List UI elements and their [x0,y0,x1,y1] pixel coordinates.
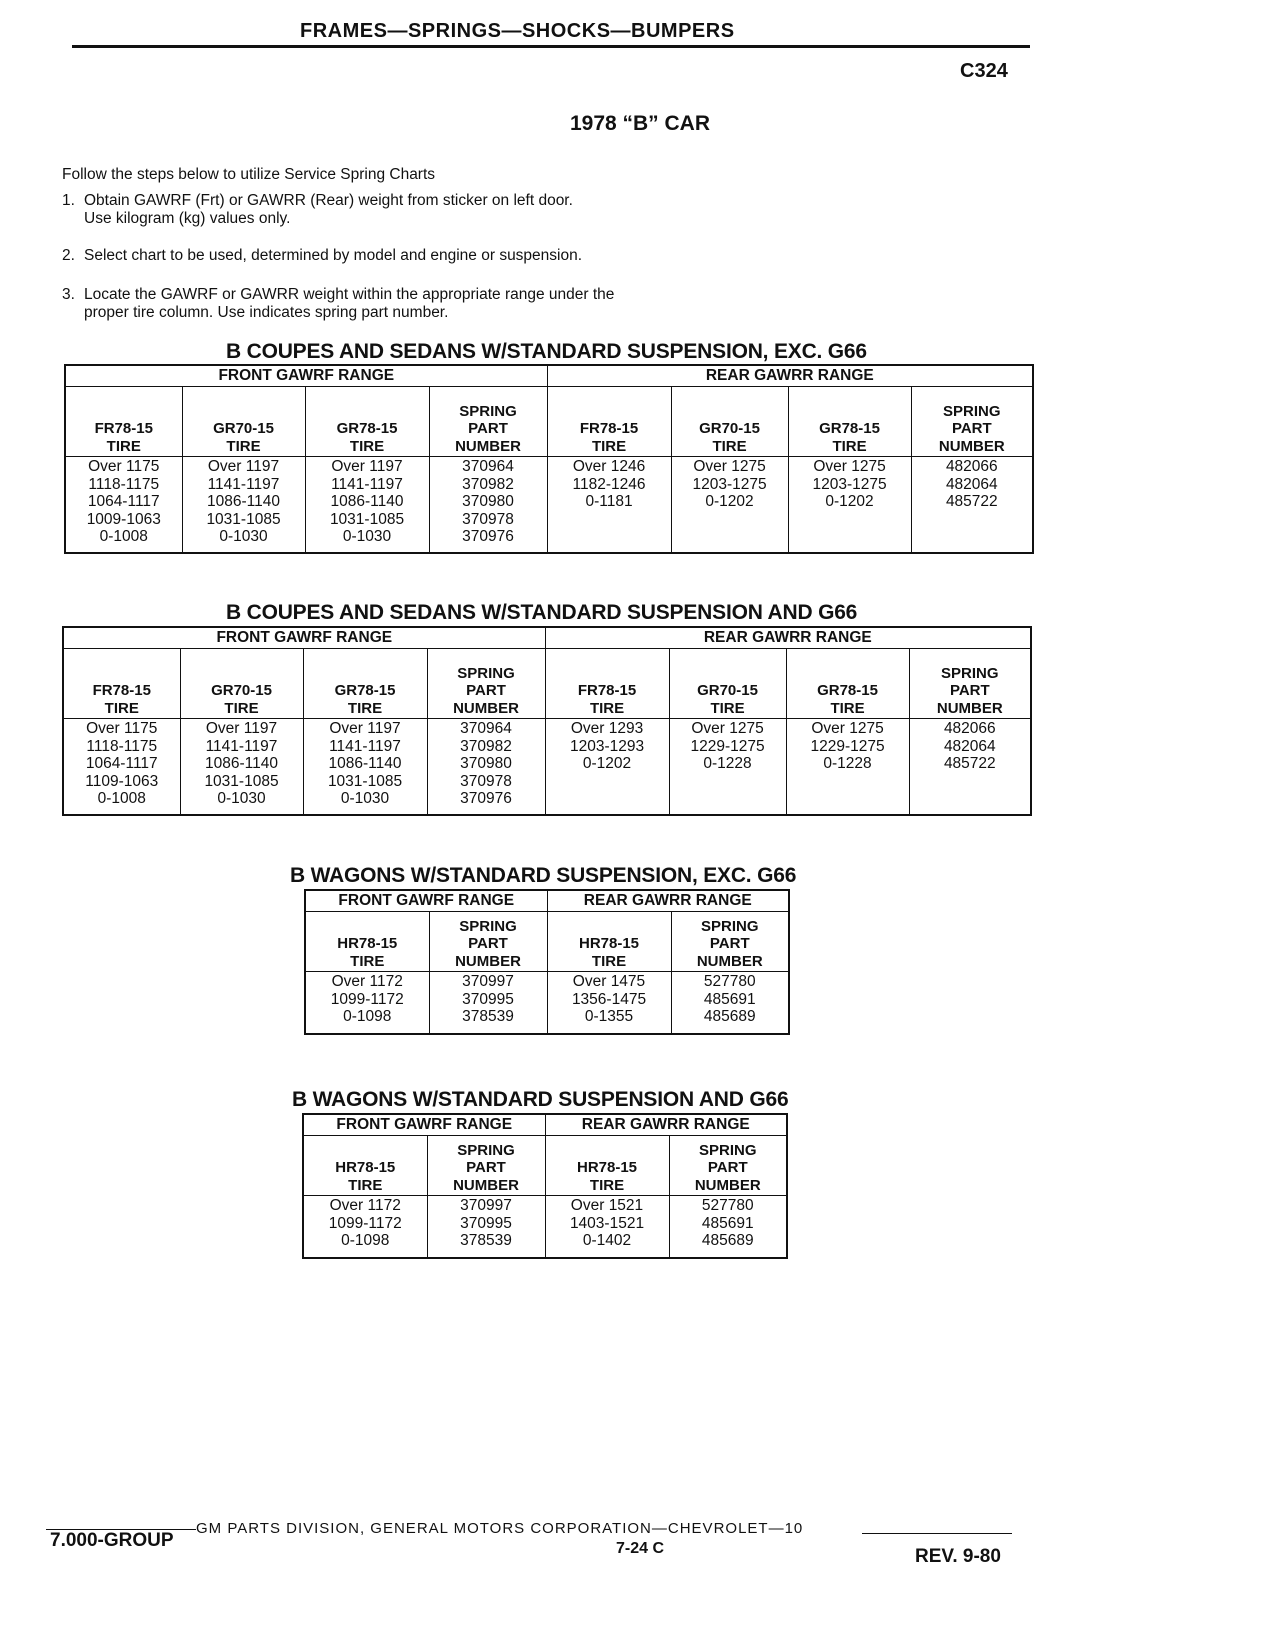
table-cell: Over 1172 1099-1172 0-1098 [303,1196,427,1258]
table-cell: 482066 482064 485722 [911,457,1033,553]
column-header: FR78-15 TIRE [547,387,671,457]
column-header: GR70-15 TIRE [669,649,786,719]
table-cell: Over 1197 1141-1197 1086-1140 1031-1085 0-1030 [182,457,305,553]
step-3 [62,286,614,322]
column-header: HR78-15 TIRE [545,1136,669,1196]
column-header: SPRING PART NUMBER [427,1136,545,1196]
table-cell: Over 1275 1203-1275 0-1202 [671,457,788,553]
column-header: GR78-15 TIRE [303,649,427,719]
table-2-title: B COUPES AND SEDANS W/STANDARD SUSPENSION AND G66 [226,601,858,624]
step-1 [62,192,573,228]
column-header: SPRING PART NUMBER [427,649,545,719]
step-line: proper tire column. Use indicates spring part number. [84,304,449,321]
table-4-title: B WAGONS W/STANDARD SUSPENSION AND G66 [292,1088,789,1111]
column-header: GR78-15 TIRE [788,387,911,457]
table-cell: Over 1275 1229-1275 0-1228 [669,719,786,815]
step-line: Use kilogram (kg) values only. [84,210,291,227]
column-header: SPRING PART NUMBER [911,387,1033,457]
table-cell: 370964 370982 370980 370978 370976 [427,719,545,815]
instructions-intro: Follow the steps below to utilize Service Spring Charts [62,166,436,183]
column-header: GR70-15 TIRE [182,387,305,457]
column-header: GR78-15 TIRE [786,649,909,719]
column-header: SPRING PART NUMBER [671,912,789,972]
table-cell: Over 1521 1403-1521 0-1402 [545,1196,669,1258]
front-range-header: FRONT GAWRF RANGE [65,365,547,387]
column-header: SPRING PART NUMBER [669,1136,787,1196]
table-cell: Over 1175 1118-1175 1064-1117 1109-1063 0-1008 [63,719,180,815]
table-cell: Over 1246 1182-1246 0-1181 [547,457,671,553]
rear-range-header: REAR GAWRR RANGE [547,890,789,912]
column-header: GR70-15 TIRE [671,387,788,457]
column-header: FR78-15 TIRE [63,649,180,719]
footer-group: 7.000-GROUP [50,1530,174,1551]
footer-revision: REV. 9-80 [915,1546,1001,1567]
table-cell: 527780 485691 485689 [669,1196,787,1258]
table-cell: 370997 370995 378539 [427,1196,545,1258]
table-cell: Over 1293 1203-1293 0-1202 [545,719,669,815]
column-header: SPRING PART NUMBER [909,649,1031,719]
table-cell: 370997 370995 378539 [429,972,547,1034]
page-code: C324 [960,60,1008,82]
table-cell: Over 1197 1141-1197 1086-1140 1031-1085 0-1030 [303,719,427,815]
footer-division: GM PARTS DIVISION, GENERAL MOTORS CORPORATION—CHEVROLET—10 [196,1520,804,1537]
column-header: FR78-15 TIRE [65,387,182,457]
table-cell: Over 1197 1141-1197 1086-1140 1031-1085 0-1030 [305,457,429,553]
table-cell: Over 1175 1118-1175 1064-1117 1009-1063 0-1008 [65,457,182,553]
table-cell: 527780 485691 485689 [671,972,789,1034]
table-cell: Over 1475 1356-1475 0-1355 [547,972,671,1034]
header-rule [72,45,1030,48]
table-cell: Over 1275 1229-1275 0-1228 [786,719,909,815]
column-header: HR78-15 TIRE [303,1136,427,1196]
column-header: GR70-15 TIRE [180,649,303,719]
column-header: HR78-15 TIRE [547,912,671,972]
table-cell: Over 1275 1203-1275 0-1202 [788,457,911,553]
spring-chart-1 [64,364,1034,554]
table-3-title: B WAGONS W/STANDARD SUSPENSION, EXC. G66 [290,864,797,887]
rear-range-header: REAR GAWRR RANGE [545,1114,787,1136]
spring-chart-2 [62,626,1032,816]
column-header: HR78-15 TIRE [305,912,429,972]
car-title: 1978 “B” CAR [569,112,711,135]
front-range-header: FRONT GAWRF RANGE [305,890,547,912]
column-header: SPRING PART NUMBER [429,912,547,972]
table-cell: Over 1172 1099-1172 0-1098 [305,972,429,1034]
table-cell: 482066 482064 485722 [909,719,1031,815]
front-range-header: FRONT GAWRF RANGE [303,1114,545,1136]
spring-chart-4 [302,1113,788,1259]
step-number: 2. [62,247,75,264]
table-cell: Over 1197 1141-1197 1086-1140 1031-1085 0-1030 [180,719,303,815]
table-1-title: B COUPES AND SEDANS W/STANDARD SUSPENSION, EXC. G66 [226,340,867,363]
spring-chart-3 [304,889,790,1035]
rear-range-header: REAR GAWRR RANGE [547,365,1033,387]
column-header: SPRING PART NUMBER [429,387,547,457]
table-cell: 370964 370982 370980 370978 370976 [429,457,547,553]
front-range-header: FRONT GAWRF RANGE [63,627,545,649]
footer-rule-right [862,1533,1012,1534]
rear-range-header: REAR GAWRR RANGE [545,627,1031,649]
column-header: FR78-15 TIRE [545,649,669,719]
step-line: Select chart to be used, determined by model and engine or suspension. [84,247,583,264]
step-line: Locate the GAWRF or GAWRR weight within the appropriate range under the [84,286,615,303]
step-line: Obtain GAWRF (Frt) or GAWRR (Rear) weight from sticker on left door. [84,192,573,209]
column-header: GR78-15 TIRE [305,387,429,457]
step-number: 3. [62,286,75,303]
step-number: 1. [62,192,75,209]
page-header-title: FRAMES—SPRINGS—SHOCKS—BUMPERS [300,20,735,42]
step-2 [62,247,582,265]
footer-page-number: 7-24 C [615,1540,665,1557]
